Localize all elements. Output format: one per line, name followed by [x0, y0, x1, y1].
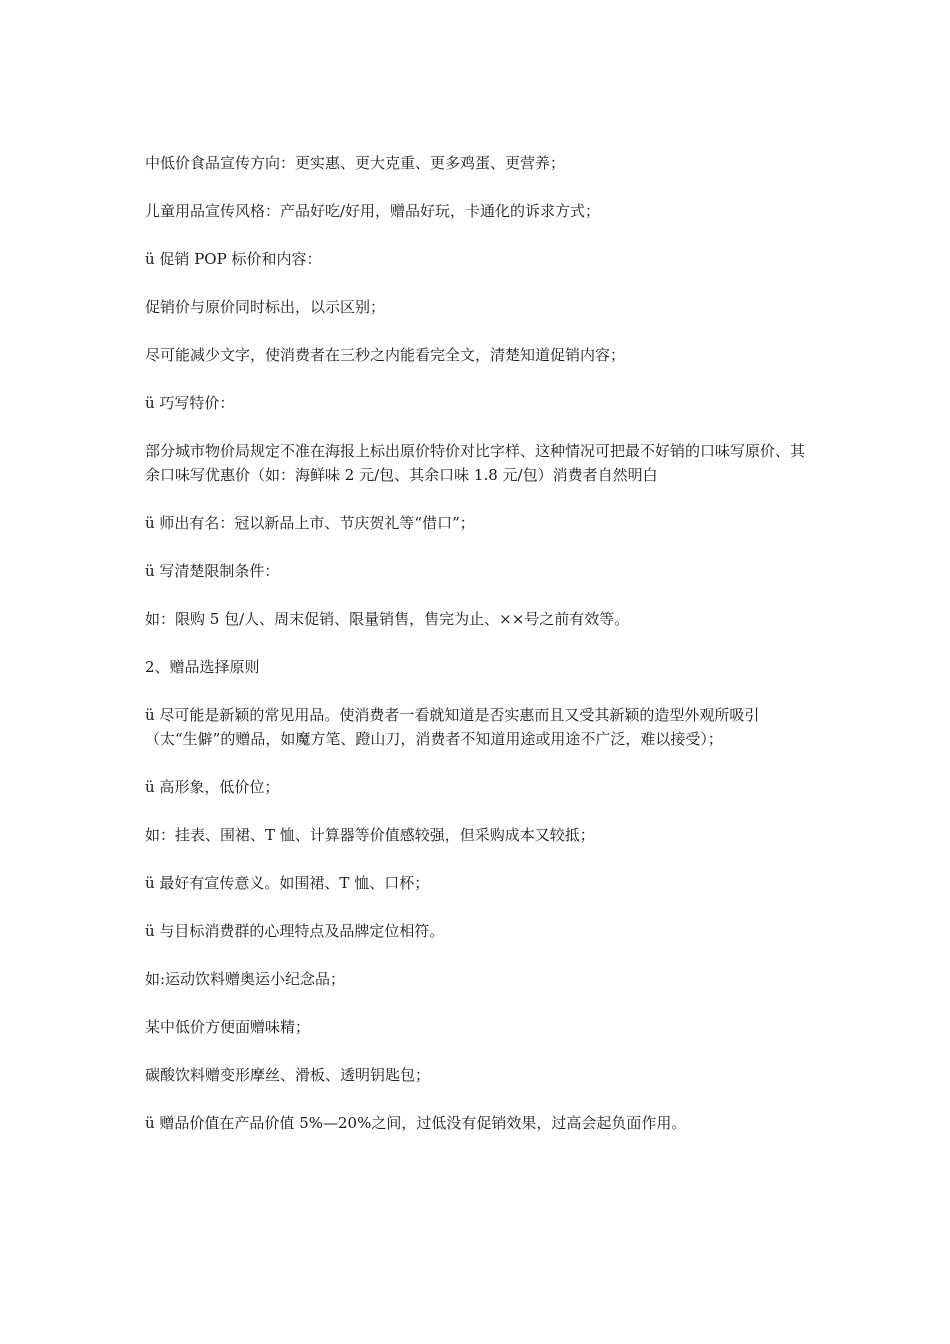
paragraph-noodle-example: 某中低价方便面赠味精；	[145, 1018, 311, 1036]
section-heading-gift-principles: 2、赠品选择原则	[145, 658, 260, 676]
paragraph-high-image: ü 高形象，低价位；	[145, 778, 280, 796]
paragraph-high-image-example: 如：挂表、围裙、T 恤、计算器等价值感较强，但采购成本又较抵；	[145, 826, 595, 844]
paragraph-target-match: ü 与目标消费群的心理特点及品牌定位相符。	[145, 922, 445, 940]
paragraph-gift-value-range: ü 赠品价值在产品价值 5%—20%之间，过低没有促销效果，过高会起负面作用。	[145, 1114, 687, 1132]
paragraph-kids-promo-style: 儿童用品宣传风格：产品好吃/好用，赠品好玩，卡通化的诉求方式；	[145, 202, 601, 220]
paragraph-promotional-meaning: ü 最好有宣传意义。如围裙、T 恤、口杯；	[145, 874, 430, 892]
paragraph-soda-example: 碳酸饮料赠变形摩丝、滑板、透明钥匙包；	[145, 1066, 431, 1084]
paragraph-restrictions-heading: ü 写清楚限制条件：	[145, 562, 280, 580]
paragraph-price-marking: 促销价与原价同时标出，以示区别；	[145, 298, 386, 316]
paragraph-food-promo-direction: 中低价食品宣传方向：更实惠、更大克重、更多鸡蛋、更营养；	[145, 154, 566, 172]
paragraph-reason: ü 师出有名：冠以新品上市、节庆贺礼等“借口”；	[145, 514, 475, 532]
paragraph-price-regulation: 部分城市物价局规定不准在海报上标出原价特价对比字样、这种情况可把最不好销的口味写原价、其余口味写优惠价（如：海鲜味 2 元/包、其余口味 1.8 元/包）消费者自然明白	[145, 442, 806, 484]
paragraph-reduce-text: 尽可能减少文字，使消费者在三秒之内能看完全文，清楚知道促销内容；	[145, 346, 626, 364]
paragraph-restrictions-example: 如：限购 5 包/人、周末促销、限量销售，售完为止、××号之前有效等。	[145, 610, 630, 628]
document-body	[145, 151, 810, 1159]
paragraph-special-price-heading: ü 巧写特价：	[145, 394, 235, 412]
paragraph-novel-gifts: ü 尽可能是新颖的常见用品。使消费者一看就知道是否实惠而且又受其新颖的造型外观所吸引（太“生僻”的赠品，如魔方笔、蹬山刀，消费者不知道用途或用途不广泛，难以接受）；	[145, 706, 760, 748]
paragraph-pop-heading: ü 促销 POP 标价和内容：	[145, 250, 322, 268]
paragraph-sports-drink-example: 如:运动饮料赠奥运小纪念品；	[145, 970, 346, 988]
